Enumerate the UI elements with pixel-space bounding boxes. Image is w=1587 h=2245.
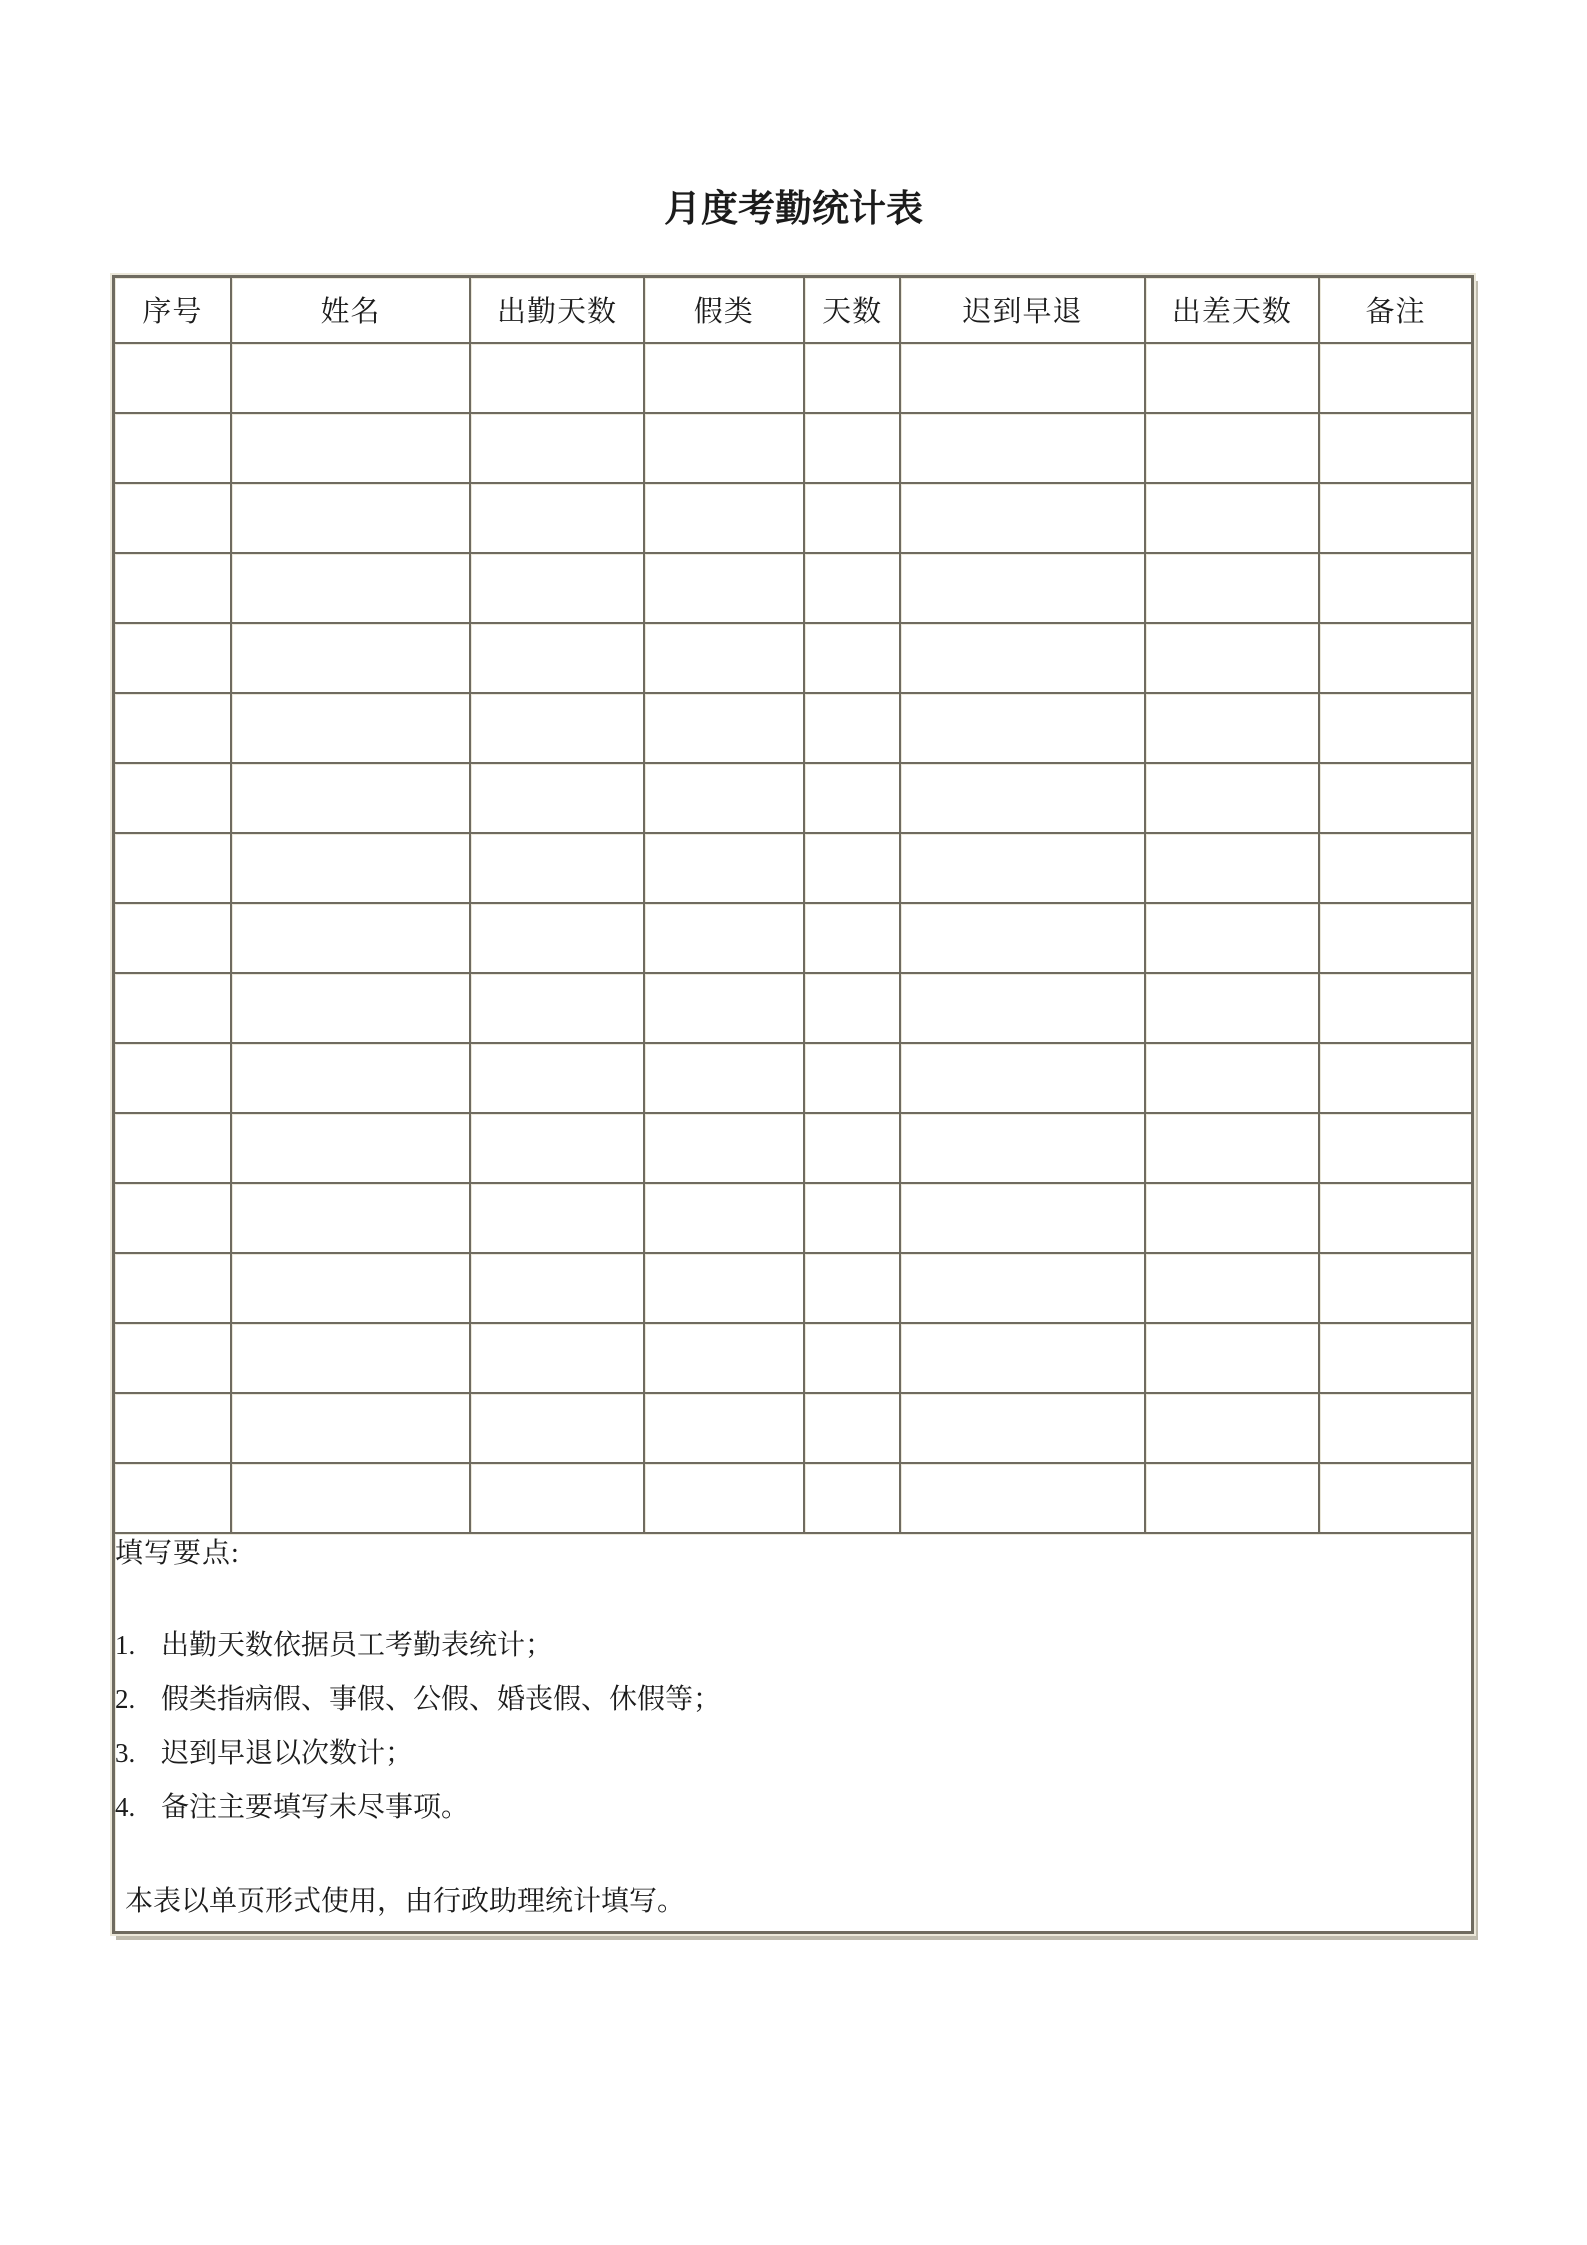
empty-cell [804, 693, 900, 763]
empty-cell [114, 343, 231, 413]
column-header-name: 姓名 [231, 277, 471, 343]
empty-cell [1319, 763, 1472, 833]
column-header-days-present: 出勤天数 [470, 277, 643, 343]
column-header-days: 天数 [804, 277, 900, 343]
empty-cell [1145, 1323, 1319, 1393]
empty-cell [114, 1253, 231, 1323]
empty-cell [804, 833, 900, 903]
empty-cell [231, 1113, 471, 1183]
page-title: 月度考勤统计表 [664, 189, 923, 230]
empty-cell [1145, 1463, 1319, 1533]
note-item [115, 1680, 1471, 1719]
empty-cell [231, 693, 471, 763]
empty-cell [900, 1113, 1145, 1183]
note-text: 迟到早退以次数计； [161, 1737, 414, 1769]
column-header-trip-days: 出差天数 [1145, 277, 1319, 343]
empty-cell [1319, 973, 1472, 1043]
table-row [114, 413, 1473, 483]
note-number: 2. [115, 1683, 136, 1714]
empty-cell [644, 1393, 804, 1463]
empty-cell [114, 973, 231, 1043]
empty-cell [231, 1253, 471, 1323]
empty-cell [231, 623, 471, 693]
table-row [114, 483, 1473, 553]
empty-cell [900, 903, 1145, 973]
empty-cell [804, 973, 900, 1043]
empty-cell [804, 413, 900, 483]
column-header-leave-type: 假类 [644, 277, 804, 343]
notes-footer: 本表以单页形式使用，由行政助理统计填写。 [125, 1885, 686, 1917]
empty-cell [470, 623, 643, 693]
notes-cell [114, 1533, 1473, 1933]
empty-cell [470, 973, 643, 1043]
empty-cell [644, 763, 804, 833]
empty-cell [1145, 483, 1319, 553]
empty-cell [1319, 1113, 1472, 1183]
empty-cell [1145, 1253, 1319, 1323]
empty-cell [644, 693, 804, 763]
empty-cell [900, 413, 1145, 483]
empty-cell [900, 1043, 1145, 1113]
empty-cell [470, 343, 643, 413]
empty-cell [900, 1463, 1145, 1533]
empty-cell [1319, 1323, 1472, 1393]
note-number: 1. [115, 1629, 136, 1660]
empty-cell [900, 553, 1145, 623]
empty-cell [470, 413, 643, 483]
table-row [114, 623, 1473, 693]
empty-cell [900, 1393, 1145, 1463]
empty-cell [231, 833, 471, 903]
empty-cell [1319, 833, 1472, 903]
empty-cell [114, 1393, 231, 1463]
empty-cell [114, 833, 231, 903]
table-body [114, 343, 1473, 1933]
table-row [114, 1323, 1473, 1393]
empty-cell [900, 1253, 1145, 1323]
empty-cell [1145, 1113, 1319, 1183]
empty-cell [1145, 343, 1319, 413]
empty-cell [900, 763, 1145, 833]
empty-cell [804, 553, 900, 623]
note-text: 假类指病假、事假、公假、婚丧假、休假等； [161, 1683, 722, 1715]
empty-cell [231, 1463, 471, 1533]
empty-cell [231, 1323, 471, 1393]
empty-cell [1145, 1183, 1319, 1253]
empty-cell [644, 1113, 804, 1183]
empty-cell [1145, 553, 1319, 623]
empty-cell [900, 343, 1145, 413]
empty-cell [644, 1253, 804, 1323]
empty-cell [900, 973, 1145, 1043]
empty-cell [1145, 833, 1319, 903]
note-number: 4. [115, 1791, 136, 1822]
empty-cell [804, 1113, 900, 1183]
table-row [114, 1393, 1473, 1463]
empty-cell [900, 693, 1145, 763]
note-item [115, 1734, 1471, 1773]
empty-cell [900, 623, 1145, 693]
empty-cell [804, 1253, 900, 1323]
note-item [115, 1626, 1471, 1665]
empty-cell [114, 1113, 231, 1183]
empty-cell [1145, 903, 1319, 973]
empty-cell [1319, 483, 1472, 553]
table-row [114, 1463, 1473, 1533]
empty-cell [1145, 1393, 1319, 1463]
empty-cell [470, 1113, 643, 1183]
notes-list [115, 1626, 1471, 1827]
empty-cell [1145, 763, 1319, 833]
empty-cell [1319, 1043, 1472, 1113]
empty-cell [470, 483, 643, 553]
empty-cell [1319, 1463, 1472, 1533]
empty-cell [644, 973, 804, 1043]
note-item [115, 1788, 1471, 1827]
empty-cell [804, 763, 900, 833]
note-text: 出勤天数依据员工考勤表统计； [161, 1629, 554, 1661]
column-header-late-early: 迟到早退 [900, 277, 1145, 343]
empty-cell [804, 1183, 900, 1253]
empty-cell [1319, 623, 1472, 693]
empty-cell [114, 693, 231, 763]
empty-cell [900, 1323, 1145, 1393]
empty-cell [470, 763, 643, 833]
empty-cell [1319, 693, 1472, 763]
table-row [114, 1113, 1473, 1183]
empty-cell [470, 1043, 643, 1113]
empty-cell [804, 903, 900, 973]
empty-cell [114, 1183, 231, 1253]
empty-cell [1319, 413, 1472, 483]
empty-cell [644, 1463, 804, 1533]
empty-cell [470, 1253, 643, 1323]
empty-cell [644, 1323, 804, 1393]
empty-cell [231, 553, 471, 623]
notes-row [114, 1533, 1473, 1933]
empty-cell [231, 413, 471, 483]
note-number: 3. [115, 1737, 136, 1768]
table-row [114, 1043, 1473, 1113]
empty-cell [644, 623, 804, 693]
empty-cell [470, 1323, 643, 1393]
empty-cell [1145, 413, 1319, 483]
empty-cell [114, 763, 231, 833]
empty-cell [231, 343, 471, 413]
empty-cell [470, 903, 643, 973]
empty-cell [804, 1393, 900, 1463]
empty-cell [644, 413, 804, 483]
empty-cell [470, 1393, 643, 1463]
empty-cell [644, 1043, 804, 1113]
empty-cell [470, 693, 643, 763]
table-row [114, 973, 1473, 1043]
empty-cell [900, 483, 1145, 553]
empty-cell [900, 1183, 1145, 1253]
note-text: 备注主要填写未尽事项。 [161, 1791, 470, 1823]
empty-cell [1319, 343, 1472, 413]
empty-cell [804, 1463, 900, 1533]
empty-cell [1319, 553, 1472, 623]
empty-cell [644, 483, 804, 553]
table-row [114, 903, 1473, 973]
empty-cell [470, 1183, 643, 1253]
empty-cell [470, 553, 643, 623]
empty-cell [644, 1183, 804, 1253]
column-header-index: 序号 [114, 277, 231, 343]
empty-cell [114, 483, 231, 553]
column-header-remarks: 备注 [1319, 277, 1472, 343]
empty-cell [114, 553, 231, 623]
table-header [114, 277, 1473, 343]
empty-cell [644, 833, 804, 903]
notes-heading: 填写要点: [115, 1537, 240, 1569]
table-row [114, 1183, 1473, 1253]
table-row [114, 763, 1473, 833]
empty-cell [114, 903, 231, 973]
header-row [114, 277, 1473, 343]
empty-cell [1319, 1253, 1472, 1323]
empty-cell [804, 343, 900, 413]
attendance-table [112, 275, 1474, 1934]
table-row [114, 553, 1473, 623]
empty-cell [804, 483, 900, 553]
empty-cell [804, 623, 900, 693]
empty-cell [114, 1043, 231, 1113]
empty-cell [114, 623, 231, 693]
empty-cell [231, 763, 471, 833]
empty-cell [1145, 1043, 1319, 1113]
empty-cell [231, 483, 471, 553]
empty-cell [1145, 693, 1319, 763]
empty-cell [1319, 1393, 1472, 1463]
empty-cell [644, 343, 804, 413]
table-row [114, 1253, 1473, 1323]
empty-cell [804, 1323, 900, 1393]
empty-cell [231, 1183, 471, 1253]
empty-cell [231, 973, 471, 1043]
empty-cell [1145, 973, 1319, 1043]
empty-cell [231, 1043, 471, 1113]
empty-cell [1319, 1183, 1472, 1253]
empty-cell [1145, 623, 1319, 693]
empty-cell [114, 1463, 231, 1533]
empty-cell [114, 1323, 231, 1393]
empty-cell [1319, 903, 1472, 973]
empty-cell [644, 553, 804, 623]
empty-cell [644, 903, 804, 973]
empty-cell [231, 1393, 471, 1463]
empty-cell [900, 833, 1145, 903]
table-row [114, 833, 1473, 903]
empty-cell [470, 1463, 643, 1533]
table-row [114, 693, 1473, 763]
empty-cell [114, 413, 231, 483]
empty-cell [470, 833, 643, 903]
empty-cell [231, 903, 471, 973]
table-row [114, 343, 1473, 413]
empty-cell [804, 1043, 900, 1113]
